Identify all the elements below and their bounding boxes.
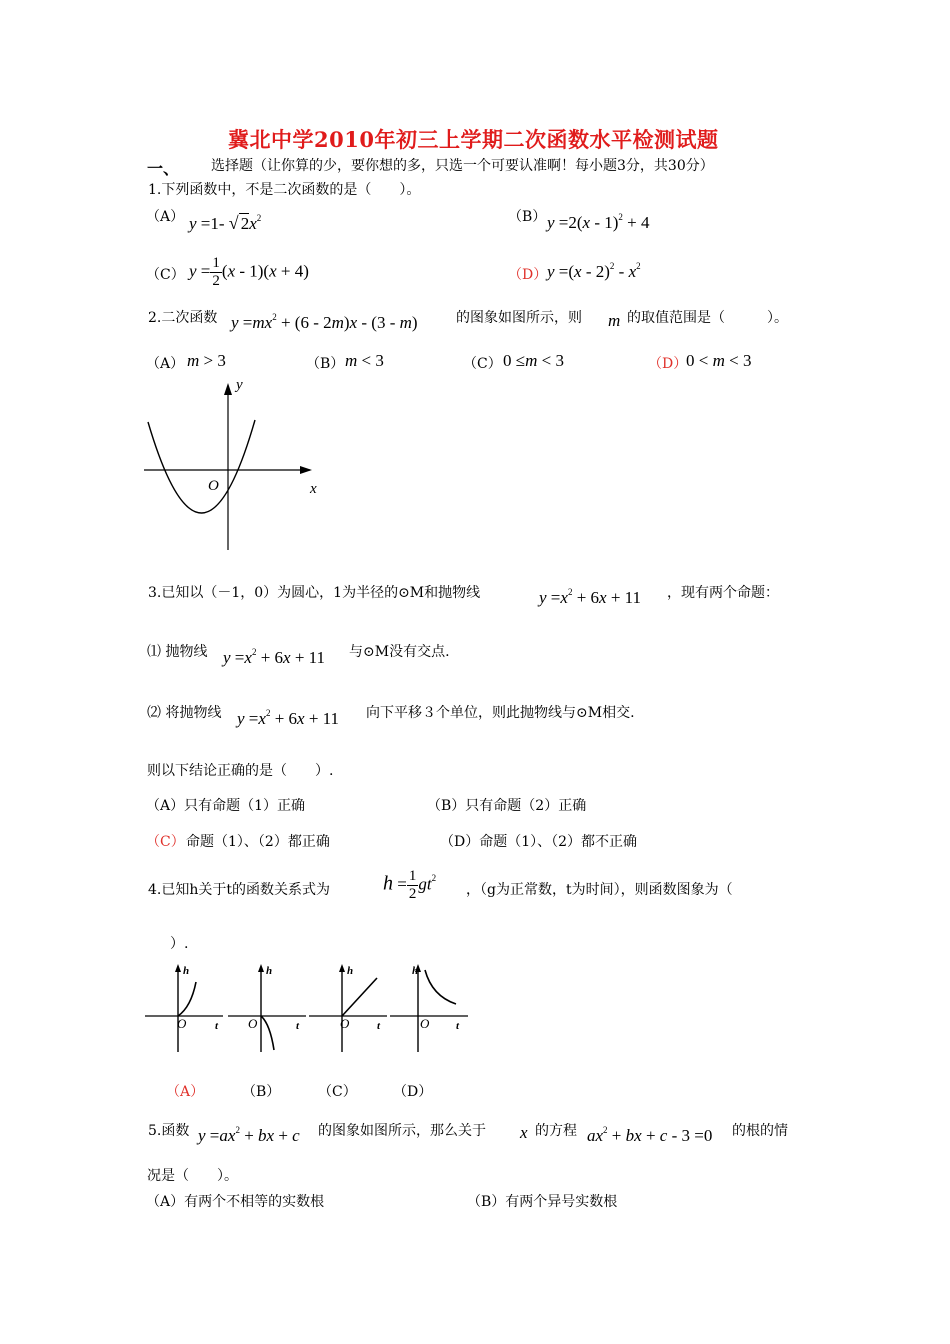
q1-option-a-math: y =1- √ $2x^2$ [189,213,262,233]
section-number: 一、 [147,159,180,178]
q4-graph-d [388,962,470,1054]
q2-parabola-curve [148,420,255,513]
q2-x-arrow-icon [300,466,312,474]
q3-option-c-text: 命题（1）、（2）都正确 [186,834,330,850]
q5-stem-mid: 的图象如图所示，那么关于 [318,1123,486,1139]
q4-graph-c [307,962,389,1054]
q5-option-a: （A）有两个不相等的实数根 [146,1194,325,1210]
q5-stem-prefix: 5.函数 [148,1123,190,1139]
q1-stem: 1.下列函数中，不是二次函数的是（ ）。 [148,182,421,198]
q2-option-c-label: （C） [463,356,502,372]
q4-c-h-arrow-icon [339,964,345,972]
q3-proposition-2-suffix: 向下平移３个单位，则此抛物线与⊙M相交. [366,705,635,721]
page-title: 冀北中学2010年初三上学期二次函数水平检测试题 [228,127,719,152]
q2-y-arrow-icon [224,383,232,395]
q2-stem-prefix: 2.二次函数 [148,310,218,326]
svg-text:h: h [347,965,354,977]
svg-text:O: O [340,1016,350,1031]
svg-text:t: t [215,1020,219,1032]
q1-option-a-label: （A） [146,209,185,225]
q4-option-b: （B） [242,1084,281,1100]
q3-stem-suffix: ，现有两个命题： [667,585,779,601]
q3-proposition-2-prefix: ⑵ 将抛物线 [147,705,222,721]
q4-stem-prefix: 4.已知h关于t的函数关系式为 [148,882,330,898]
svg-text:t: t [296,1020,300,1032]
q2-option-b-label: （B） [306,356,345,372]
q2-parabola-graph [140,375,330,555]
q2-option-a-label: （A） [146,356,185,372]
q3-proposition-1-prefix: ⑴ 抛物线 [147,644,208,660]
svg-text:t: t [456,1020,460,1032]
svg-text:O: O [177,1016,187,1031]
q4-stem-suffix: ，（g为正常数，t为时间），则函数图象为（ [466,882,733,898]
q2-stem-suffix: 的取值范围是（ ）。 [627,310,788,326]
q1-option-d-label: （D） [508,267,548,283]
q2-stem-mid: 的图象如图所示，则 [456,310,582,326]
q4-stem-math: h = $\frac{1}{2}$ $gt^2$ [383,868,437,902]
svg-text:h: h [412,965,419,977]
q4-graph-b [226,962,308,1054]
q5-option-b: （B）有两个异号实数根 [467,1194,618,1210]
q4-option-a: （A） [166,1084,205,1100]
q4-option-d: （D） [393,1084,433,1100]
q2-option-b-math: m < 3 [345,351,384,370]
q4-b-h-arrow-icon [258,964,264,972]
q5-stem-math-1: $y =ax^2$ + bx + c [198,1125,300,1145]
q4-d-curve [425,970,456,1004]
q4-b-curve [261,1016,274,1050]
q3-stem-math: $y =x^2 + 6x + 11$ [539,587,642,607]
q1-option-b-math: y =2(x - 1)$^2$ + 4 [547,212,650,232]
q3-proposition-2-math: $y =x^2 + 6x + 11$ [237,708,340,728]
q2-x-label: x [310,481,317,497]
q1-option-c-math: y = $\frac{1}{2}$ (x - 1)(x + 4) [189,255,309,289]
q2-origin-label: O [208,478,219,494]
q4-stem-end: ）. [170,936,189,952]
q2-option-c-math: 0 ≤m < 3 [503,351,564,370]
q5-stem-var: x [520,1123,528,1142]
q1-option-b-label: （B） [508,209,547,225]
q4-graph-a [143,962,225,1054]
section-heading: 选择题（让你算的少，要你想的多，只选一个可要认准啊！每小题3分，共30分） [211,158,714,174]
svg-text:t: t [377,1020,381,1032]
q3-option-d: （D）命题（1）、（2）都不正确 [440,834,638,850]
q1-option-d-math: $y =(x - 2)^2 - x^2$ [547,261,641,281]
q5-stem-math-2: $ax^2$ + bx + c - 3 =0 [587,1125,713,1145]
q3-conclusion: 则以下结论正确的是（ ）. [147,763,334,779]
svg-text:O: O [420,1016,430,1031]
svg-text:h: h [266,965,273,977]
q4-c-line [342,978,377,1016]
q3-option-b: （B）只有命题（2）正确 [427,798,587,814]
q3-option-a: （A）只有命题（1）正确 [146,798,306,814]
q3-stem-prefix: 3.已知以（－1，0）为圆心，1为半径的⊙M和抛物线 [148,585,481,601]
q2-stem-math: $y =mx^2 + (6 - 2m)x - (3 - m)$ [231,312,418,332]
q1-option-c-label: （C） [146,267,185,283]
q2-option-a-math: m > 3 [187,351,226,370]
q3-proposition-1-suffix: 与⊙M没有交点. [349,644,450,660]
q2-option-d-math: 0 < m < 3 [686,351,752,370]
q3-option-c-label: （C） [146,834,185,850]
q5-stem-suffix: 的根的情 [732,1123,788,1139]
q5-stem-line-2: 况是（ ）。 [147,1168,238,1184]
q2-stem-var: m [608,311,621,330]
q4-a-h-arrow-icon [175,964,181,972]
svg-text:O: O [248,1016,258,1031]
q2-y-label: y [236,377,243,393]
q2-option-d-label: （D） [648,356,688,372]
svg-text:h: h [183,965,190,977]
q4-option-c: （C） [318,1084,357,1100]
q4-a-curve [178,982,196,1016]
q3-proposition-1-math: $y =x^2 + 6x + 11$ [223,647,326,667]
q5-stem-mid-2: 的方程 [535,1123,577,1139]
